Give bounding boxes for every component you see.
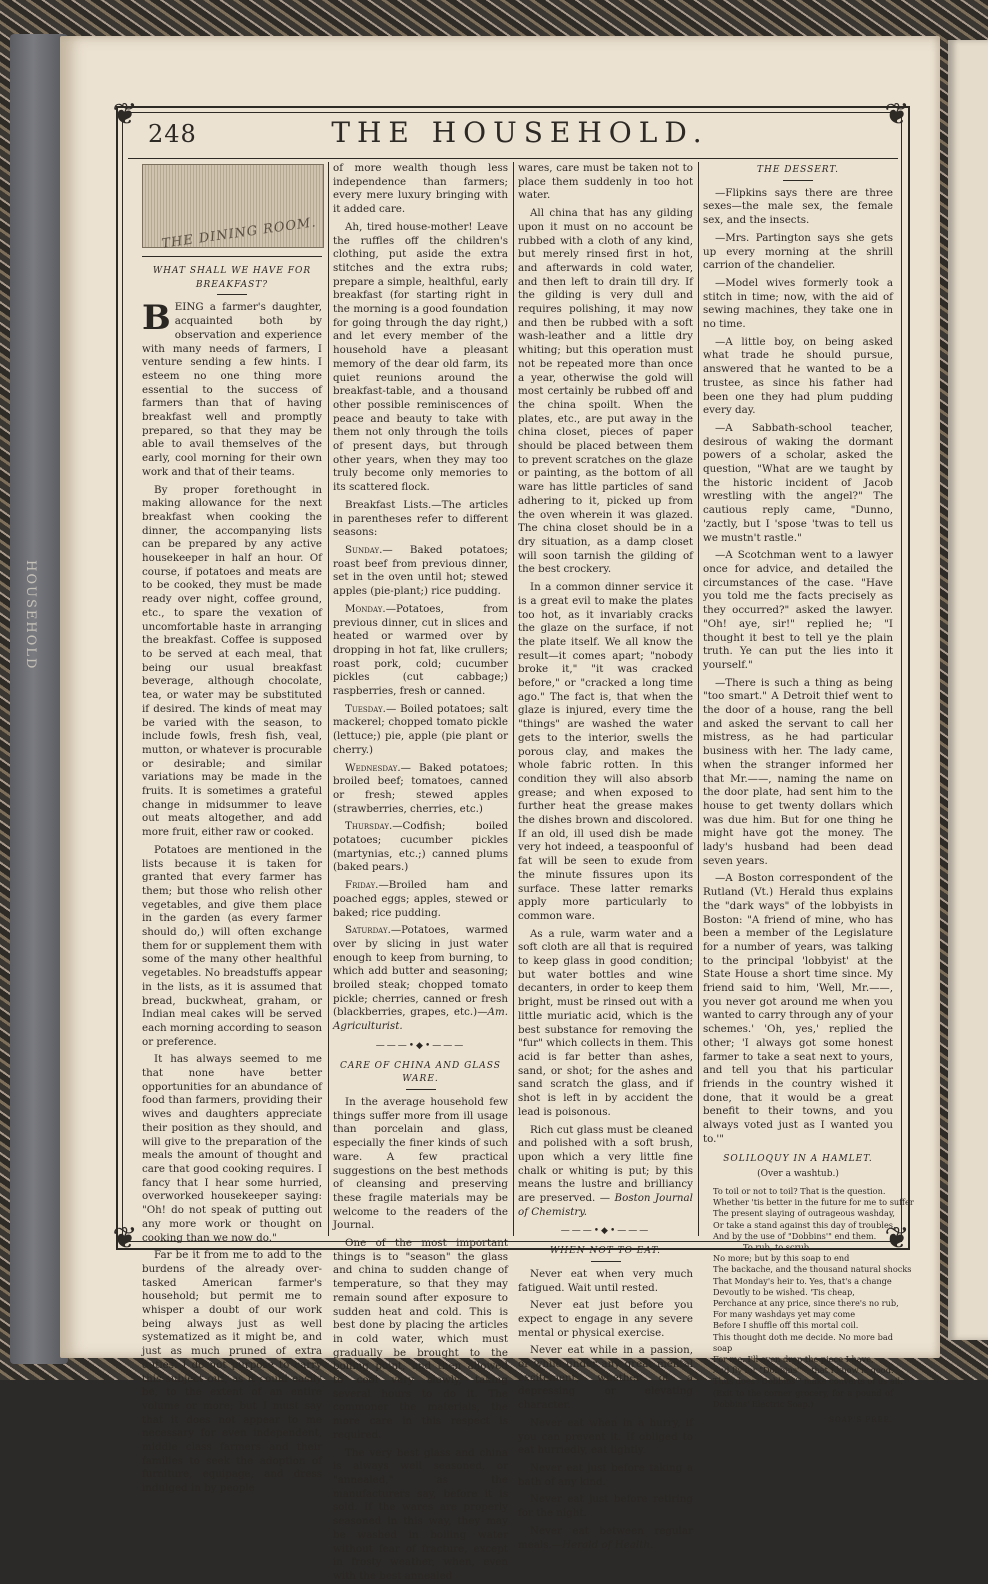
paragraph: —A Scotchman went to a lawyer once for advice, and detailed the circumstances of the case. "Have you told me the facts precisely as they occurred?" asked the lawyer. "Oh! aye, sir!" replied he; "I thought it best to tell ye the plain truth. Ye can put the lies into it yourself." — [703, 549, 893, 671]
divider — [217, 294, 247, 295]
poem-line: For me. I'll even drop the piece I have, — [713, 1353, 874, 1364]
ornamental-divider: ———•◆•——— — [375, 1040, 466, 1051]
poem-line: Thus does "Dobbins'" make converts of us all. — [713, 1376, 903, 1387]
page-title: THE HOUSEHOLD. — [331, 116, 709, 149]
poem-line: (Exit to the corner grocery, for a pound of Dobbins' Electric Soap.) — [713, 1387, 893, 1409]
article-title: WHEN NOT TO EAT. — [550, 1246, 661, 1257]
column-2: of more wealth though less independence than farmers; every mere luxury bringing with it added care. Ah, tired house-mother! Leave the ruffles off the children's clothing, put aside the extra stitches and the extra rubs; prepare a simple, healthful, early breakfast (for starting right in the morning is a good foundation for going through the day right,) and let every member of the household have a pleasant memory of the dear old farm, its quiet reunions around the breakfast-table, and a thousand other possible reminiscences of peace and beauty to take with them not only through the toils of present days, but through other years, when they may too truly become only memories to its scattered flock. Breakfast Lists.—The articles in parentheses refer to different seasons: Sunday.— Baked potatoes; roast beef from previous dinner, set in the oven until hot; stewed apples (pie-plant;) rice pudding. Monday.—Potatoes, from previous dinner, cut in slices and heated or warmed over by dropping in hot fat, like crullers; roast pork, cold; cucumber pickles (cut cabbage;) raspberries, fresh or canned. Tuesday.— Boiled potatoes; salt mackerel; chopped tomato pickle (lettuce;) pie, apple (pie plant or cherry.) Wednesday.— Baked potatoes; broiled beef; tomatoes, canned or fresh; stewed apples (strawberries, cherries, etc.) Thursday.—Codfish; boiled potatoes; cucumber pickles (martynias, etc.;) canned plums (baked pears.) Friday.—Broiled ham and poached eggs; apples, stewed or baked; rice pudding. Saturday.—Potatoes, warmed over by slicing in just water enough to keep from burning, to which add butter and seasoning; broiled steak; chopped tomato pickle; cherries, canned or fresh (blackberries, grapes, etc.)—Am. Agriculturist. ———•◆•——— CARE OF CHINA AND GLASS WARE. In the average household few things suffer more from ill usage than porcelain and glass, especially the finer kinds of such ware. A few practical suggestions on the best methods of cleansing and preserving these fragile materials may be welcome to the readers of the Journal. One of the most important things is to "season" the glass and china to sudden change of temperature, so that they may remain sound after exposure to sudden heat and cold. This is best done by placing the articles in cold water, which must gradually be brought to the boiling point, and then allowed to cool very slowly, taking several hours to do it. The commoner the materials, the more care in this respect is required. The very best glass and china is always well seasoned, or "annealed," as the manufacturers say, before it is sold. If the wares are properly seasoned in this way, they may be washed in boiling water without fear of fracture, except in frosty weather, when, even with the best annealed — [333, 162, 508, 1582]
menu-text: — Baked potatoes; roast beef from previous dinner, set in the oven until hot; stewed apples (pie-plant;) rice pudding. — [333, 543, 508, 598]
article-subtitle: (Over a washtub.) — [757, 1169, 839, 1180]
poem-line: Whether 'tis better in the future for me to suffer — [713, 1197, 914, 1208]
day-label: Wednesday. — [345, 761, 401, 774]
paragraph: —A Boston correspondent of the Rutland (Vt.) Herald thus explains the "dark ways" of the lobbyists in Boston: "A friend of mine, who has been a member of the Legislature for a number of years, was talking to the principal 'lobbyist' at the State House a short time since. My friend said to him, 'Well, Mr.——, you never got around me when you wanted to carry through any of your schemes.' 'Oh, yes,' replied the other; 'I always got some honest farmer to take a seat next to yours, and tell you that his particular friends in the country wished it done, that it would be a great benefit to their towns, and you always voted just as I wanted you to.'" — [703, 872, 893, 1145]
article-title: CARE OF CHINA AND GLASS WARE. — [340, 1060, 501, 1085]
day-label: Monday. — [345, 602, 386, 615]
poem-line: For many washdays yet may come — [713, 1309, 856, 1320]
paragraph: Never eat when in a hurry, if you can prevent it. If obliged to eat hurriedly, eat lightly. — [518, 1416, 693, 1457]
source-citation: Am. Agriculturist. — [333, 1006, 508, 1033]
divider — [783, 180, 813, 181]
poem-line: That Monday's heir to. Yes, that's a change — [713, 1275, 892, 1286]
paragraph: —There is such a thing as being "too smart." A Detroit thief went to the door of a house, rang the bell and asked the servant to call her mistress, as he had particular business with her. The lady came, when the stranger informed her that Mr.——, naming the name on the door plate, had sent him to the house to get twenty dollars which was due him. But for one thing he might have got the money. The lady's husband had been dead seven years. — [703, 676, 893, 867]
adjacent-page-edge — [948, 40, 988, 1340]
article-title: THE DESSERT. — [757, 165, 839, 175]
paragraph: —Model wives formerly took a stitch in time; now, with the aid of sewing machines, they take one in no time. — [703, 276, 893, 331]
column-1 — [142, 162, 322, 1495]
page-number: 248 — [148, 120, 197, 148]
paragraph: It has always seemed to me that none have better opportunities for an abundance of food than farmers, providing their wives and daughters appreciate their position as they should, and will give to the preparation of the meals the amount of thought and care that good cooking requires. I fancy that I hear some hurried, overworked housekeeper saying: "Oh! do not speak of putting out any more work or thought on cooking than we now do." — [142, 1053, 322, 1244]
divider — [406, 1089, 436, 1090]
paragraph: Never eat between regular meals.— — [518, 1524, 693, 1551]
menu-text: —Broiled ham and poached eggs; apples, stewed or baked; rice pudding. — [333, 879, 508, 919]
poem-line: The present slaying of outrageous washday, — [713, 1208, 896, 1219]
menu-text: —Potatoes, from previous dinner, cut in slices and heated or warmed over by dropping in hot fat, like crullers; roast pork, cold; cucumber pickles (cut cabbage;) raspberries, fresh or canned. — [333, 602, 508, 698]
paragraph: wares, care must be taken not to place them suddenly in too hot water. — [518, 162, 693, 202]
paragraph: Far be it from me to add to the burdens of the already over-tasked American farmer's household; but permit me to whisper a doubt of our work being always just as well systematized as it might be, and just as much pruned of extra duties. I do not purpose to carry this subject out, as it could easily be, to the extent of an entire volume or more; but I must say that it does not appear to me necessary for even independent, middle class farmers and their families to seek the adoption of furniture, equipage, and dress indulged in by people — [142, 1249, 322, 1495]
paragraph: Ah, tired house-mother! Leave the ruffles off the children's clothing, put aside the extra stitches and the extra rubs; prepare a simple, healthful, early breakfast (for starting right in the morning is a good foundation for going through the day right,) and let every member of the household have a pleasant memory of the dear old farm, its quiet reunions around the breakfast-table, and a thousand other possible reminiscences of peace and beauty to take with them not only through the toils of present days, but through other years, when they may too truly become only memories to its scattered flock. — [333, 220, 508, 494]
signature: SOAP'S FREE. — [829, 1415, 893, 1424]
poem-line: And fly for "Dobbins'"—that I know is good. — [713, 1365, 894, 1376]
poem-line: Before I shuffle off this mortal coil. — [713, 1320, 859, 1331]
ornamental-divider: ———•◆•——— — [560, 1226, 651, 1237]
column-4 — [703, 162, 914, 1424]
divider — [142, 256, 322, 257]
day-label: Tuesday. — [345, 702, 386, 715]
paragraph: —A little boy, on being asked what trade he should pursue, answered that he wanted to be a trustee, as since his father had been one they had plum pudding every day. — [703, 335, 893, 417]
paragraph: Never eat when very much fatigued. Wait until rested. — [518, 1267, 693, 1294]
paragraph: —A Sabbath-school teacher, desirous of waking the dormant powers of a scholar, asked the question, "What are we taught by the historic incident of Jacob wrestling with the angel?" The cautious reply came, "Dunno, 'zactly, but I 'spose 'twas to tell us we mustn't rastle." — [703, 421, 893, 544]
menu-text: — Baked potatoes; broiled beef; tomatoes, canned or fresh; stewed apples (strawberries, cherries, etc.) — [333, 761, 508, 815]
poem-line: To toil or not to toil? That is the question. — [713, 1185, 886, 1196]
paragraph: By proper forethought in making allowance for the next breakfast when cooking the dinner, the accompanying lists can be prepared by any active housekeeper in half an hour. Of course, if potatoes and meats are to be cooked, they must be made ready over night, coffee ground, etc., to spare the vexation of uncomfortable haste in arranging the breakfast. Coffee is supposed to be served at each meal, that being our usual breakfast beverage, although chocolate, tea, or water may be substituted if desired. The kinds of meat may be varied with the season, to include fowls, fresh fish, veal, mutton, or whatever is procurable or desirable; and similar variations may be made in the fruits. It is sometimes a grateful change in midsummer to leave out meats altogether, and add more fruit, either raw or cooked. — [142, 483, 322, 839]
poem-line: And by the use of "Dobbins'" end them. — [713, 1230, 877, 1241]
illustration-label: THE DINING ROOM. — [160, 215, 318, 253]
corner-ornament-bottom-left: ❦ — [112, 1221, 138, 1256]
spine-label: HOUSEHOLD — [23, 560, 38, 671]
paragraph: EING a farmer's daughter, acquainted both by observation and experience with many needs of farmers, I venture sending a few hints. I esteem no one thing more essential to the success of farmers than that of having breakfast well and promptly prepared, so that they may be able to avail themselves of the early, cool morning for their own work and that of their teams. — [142, 301, 322, 478]
day-label: Thursday. — [345, 820, 393, 833]
poem — [713, 1185, 914, 1410]
paragraph: Never eat just before you expect to engage in any severe mental or physical exercise. — [518, 1299, 693, 1339]
poem-line: The backache, and the thousand natural shocks — [713, 1264, 912, 1275]
poem-line: Devoutly to be wished. 'Tis cheap, — [713, 1286, 855, 1297]
poem-line: Perchance at any price, since there's no rub, — [713, 1297, 899, 1308]
drop-cap: B — [142, 298, 171, 339]
column-divider — [328, 162, 329, 1236]
menu-text: —Potatoes, warmed over by slicing in just water enough to keep from burning, to which add butter and seasoning; broiled steak; chopped tomato pickle; cherries, canned or fresh (blackberries, grapes, etc.) — [333, 924, 508, 1019]
column-3: wares, care must be taken not to place them suddenly in too hot water. All china that has any gilding upon it must on no account be rubbed with a cloth of any kind, but merely rinsed first in hot, and afterwards in cold water, and then left to drain till dry. If the gilding is very dull and requires polishing, it may now and then be rubbed with a soft wash-leather and a little dry whiting; but this operation must not be repeated more than once a year, otherwise the gold will most certainly be rubbed off and the china spoilt. When the plates, etc., are put away in the china closet, pieces of paper should be placed between them to prevent scratches on the glaze or painting, as the bottom of all ware has little particles of sand adhering to it, picked up from the oven wherein it was glazed. The china closet should be in a dry situation, as a damp closet will soon tarnish the gilding of the best crockery. In a common dinner service it is a great evil to make the plates too hot, as it invariably cracks the glaze on the surface, if not the plate itself. We all know the result—it comes apart; "nobody broke it," "it was cracked before," or "cracked a long time ago." The fact is, that when the glaze is injured, every time the "things" are washed the water gets to the interior, swells the porous clay, and makes the whole fabric rotten. In this condition they will also absorb grease; and when exposed to further heat the grease makes the dishes brown and discolored. If an old, ill used dish be made very hot indeed, a teaspoonful of fat will be seen to exude from the minute fissures upon its surface. These latter remarks apply more particularly to common ware. As a rule, warm water and a soft cloth are all that is required to keep glass in good condition; but water bottles and wine decanters, in order to keep them bright, must be rinsed out with a little muriatic acid, which is the best substance for removing the "fur" which collects in them. This acid is far better than ashes, sand, or shot; for the ashes and sand scratch the glass, and if shot is left in by accident the lead is poisonous. Rich cut glass must be cleaned and polished with a soft brush, upon which a very little fine chalk or whiting is put; by this means the lustre and brilliancy are preserved. — Boston Journal of Chemistry. ———•◆•——— WHEN NOT TO EAT. Never eat when very much fatigued. Wait until rested. Never eat just before you expect to engage in any severe mental or physical exercise. Never eat while in a passion, or while under any great mental excitement, whether of a depressing or elevating character. Never eat when in a hurry, if you can prevent it. If obliged to eat hurriedly, eat lightly. Never eat just before taking a bath of any kind. Never eat just before retiring for the night. Never eat between regular meals.—Herald of Health. — [518, 162, 693, 1551]
menu-text: — Boiled potatoes; salt mackerel; chopped tomato pickle (lettuce;) pie, apple (pie plant or cherry.) — [333, 702, 508, 756]
column-divider — [698, 162, 699, 1236]
paragraph: The very best glass and china is always well seasoned, or "annealed," as the manufacturers say, before it is sold. If the wares are properly seasoned in this way, they may be washed in boiling water without fear of fracture, except in frosty weather, when, even with the best annealed — [333, 1446, 508, 1582]
paragraph: In the average household few things suffer more from ill usage than porcelain and glass, especially the finer kinds of such ware. A few practical suggestions on the best methods of cleansing and preserving these fragile materials may be welcome to the readers of the Journal. — [333, 1096, 508, 1232]
dining-room-illustration — [142, 164, 324, 253]
paragraph: In a common dinner service it is a great evil to make the plates too hot, as it invariably cracks the glaze on the surface, if not the plate itself. We all know the result—it comes apart; "nobody broke it," "it was cracked before," or "cracked a long time ago." The fact is, that when the glaze is injured, every time the "things" are washed the water gets to the interior, swells the porous clay, and makes the whole fabric rotten. In this condition they will also absorb grease; and when exposed to further heat the grease makes the dishes brown and discolored. If an old, ill used dish be made very hot indeed, a teaspoonful of fat will be seen to exude from the minute fissures upon its surface. These latter remarks apply more particularly to common ware. — [518, 581, 693, 922]
corner-ornament-top-right: ❦ — [884, 97, 910, 132]
day-label: Sunday. — [345, 543, 383, 556]
breakfast-lists-intro: Breakfast Lists.—The articles in parentheses refer to different seasons: — [333, 498, 508, 539]
paragraph: One of the most important things is to "season" the glass and china to sudden change of temperature, so that they may remain sound after exposure to sudden heat and cold. This is best done by placing the articles in cold water, which must gradually be brought to the boiling point, and then allowed to cool very slowly, taking several hours to do it. The commoner the materials, the more care in this respect is required. — [333, 1237, 508, 1441]
corner-ornament-bottom-right: ❦ — [884, 1221, 910, 1256]
column-divider — [513, 162, 514, 1236]
poem-line: No more; but by this soap to end — [713, 1253, 850, 1264]
paragraph: As a rule, warm water and a soft cloth are all that is required to keep glass in good condition; but water bottles and wine decanters, in order to keep them bright, must be rinsed out with a little muriatic acid, which is the best substance for removing the "fur" which collects in them. This acid is far better than ashes, sand, or shot; for the ashes and sand scratch the glass, and if shot is left in by accident the lead is poisonous. — [518, 927, 693, 1118]
poem-line: This thought doth me decide. No more bad soap — [713, 1331, 893, 1353]
divider — [591, 1261, 621, 1262]
paragraph: —Mrs. Partington says she gets up every morning at the shrill carrion of the chandelier. — [703, 231, 893, 272]
poem-line: To rub, to scrub — [743, 1241, 810, 1252]
source-citation: Herald of Health. — [562, 1538, 654, 1551]
poem-line: Or take a stand against this day of troubles, — [713, 1219, 896, 1230]
paragraph: Never eat just before taking a bath of any kind. — [518, 1461, 693, 1488]
paragraph: Rich cut glass must be cleaned and polished with a soft brush, upon which a very little fine chalk or whiting is put; by this means the lustre and brilliancy are preserved. — [518, 1123, 693, 1205]
paragraph: of more wealth though less independence than farmers; every mere luxury bringing with it added care. — [333, 162, 508, 216]
corner-ornament-top-left: ❦ — [112, 97, 138, 132]
header-rule — [128, 158, 898, 159]
day-label: Saturday. — [345, 924, 391, 937]
paragraph: All china that has any gilding upon it must on no account be rubbed with a cloth of any kind, but merely rinsed first in hot, and afterwards in cold water, and then left to drain till dry. If the gilding is very dull and requires polishing, it may now and then be rubbed with a soft wash-leather and a little dry whiting; but this operation must not be repeated more than once a year, otherwise the gold will most certainly be rubbed off and the china spoilt. When the plates, etc., are put away in the china closet, pieces of paper should be placed between them to prevent scratches on the glaze or painting, as the bottom of all ware has little particles of sand adhering to it, picked up from the oven wherein it was glazed. The china closet should be in a dry situation, as a damp closet will soon tarnish the gilding of the best crockery. — [518, 207, 693, 576]
paragraph: Potatoes are mentioned in the lists because it is taken for granted that every farmer has them; but those who relish other vegetables, and give them place in the garden (as every farmer should do,) will often exchange them for or supplement them with some of the many other healthful vegetables. No breadstuffs appear in the lists, as it is assumed that bread, buckwheat, graham, or Indian meal cakes will be served each morning according to season or preference. — [142, 843, 322, 1048]
article-title: WHAT SHALL WE HAVE FOR BREAKFAST? — [152, 266, 312, 290]
source-citation: Boston Journal of Chemistry. — [518, 1192, 693, 1218]
article-title: SOLILOQUY IN A HAMLET. — [723, 1153, 873, 1164]
paragraph: —Flipkins says there are three sexes—the male sex, the female sex, and the insects. — [703, 186, 893, 227]
paragraph: Never eat just before retiring for the night. — [518, 1493, 693, 1520]
paragraph: Never eat while in a passion, or while under any great mental excitement, whether of a depressing or elevating character. — [518, 1344, 693, 1412]
menu-text: —Codfish; boiled potatoes; cucumber pickles (martynias, etc.;) canned plums (baked pears.) — [333, 820, 508, 874]
day-label: Friday. — [345, 879, 379, 892]
